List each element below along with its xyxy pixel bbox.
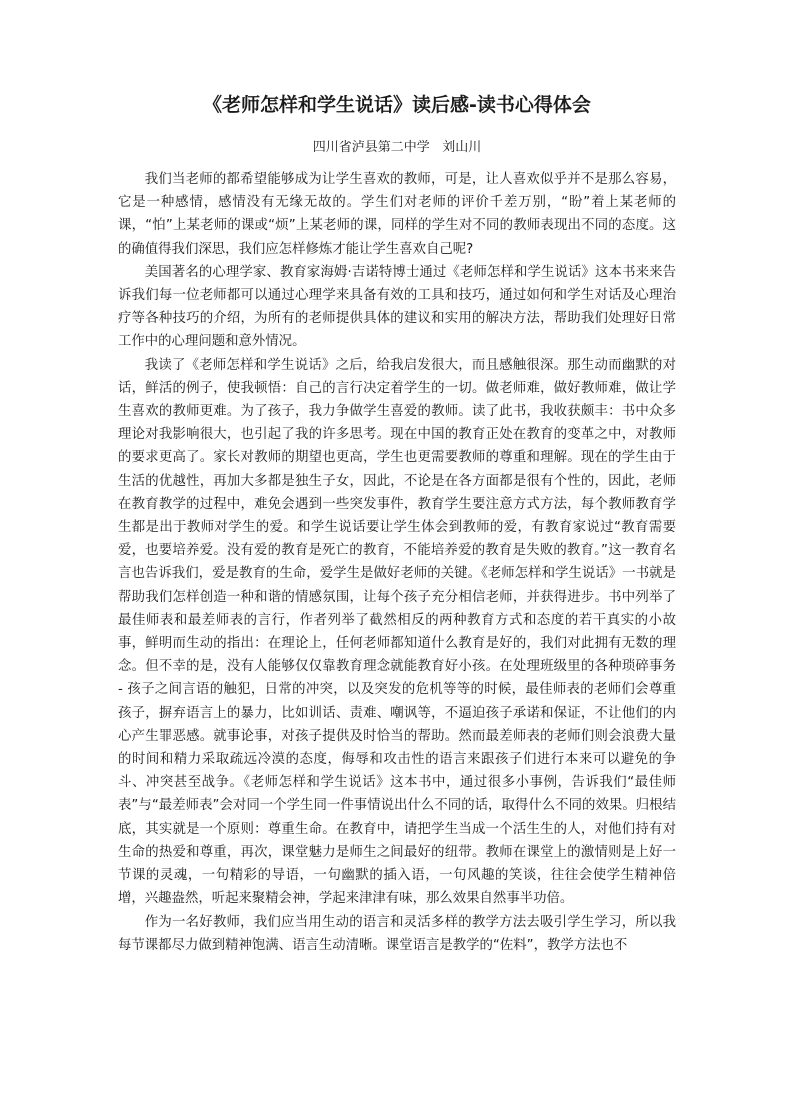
- paragraph-2: 美国著名的心理学家、教育家海姆·吉诺特博士通过《老师怎样和学生说话》这本书来来告诉我们每一位老师都可以通过心理学来具备有效的工具和技巧，通过如何和学生对话及心理治疗等各种技巧的介绍，为所有的老师提供具体的建议和实用的解决方法，帮助我们处理好日常工作中的心理问题和意外情况。: [118, 264, 676, 350]
- page-title: 《老师怎样和学生说话》读后感-读书心得体会: [203, 94, 591, 116]
- author-line: 四川省泸县第二中学 刘山川: [312, 140, 482, 155]
- paragraph-3: 我读了《老师怎样和学生说话》之后，给我启发很大，而且感触很深。那生动而幽默的对话，鲜活的例子，使我顿悟：自己的言行决定着学生的一切。做老师难，做好教师难，做让学生喜欢的教师更难。为了孩子，我力争做学生喜爱的教师。读了此书，我收获颇丰：书中众多理论对我影响很大，也引起了我的许多思考。现在中国的教育正处在教育的变革之中，对教师的要求更高了。家长对教师的期望也更高，学生也更需要教师的尊重和理解。现在的学生由于生活的优越性，再加大多都是独生子女，因此，不论是在各方面都是很有个性的，因此，老师在教育教学的过程中，难免会遇到一些突发事件，教育学生要注意方式方法，每个教师教育学生都是出于教师对学生的爱。和学生说话要让学生体会到教师的爱，有教育家说过“教育需要爱，也要培养爱。没有爱的教育是死亡的教育，不能培养爱的教育是失败的教育。”这一教育名言也告诉我们，爱是教育的生命，爱学生是做好老师的关键。《老师怎样和学生说话》一书就是帮助我们怎样创造一种和谐的情感氛围，让每个孩子充分相信老师，并获得进步。书中列举了最佳师表和最差师表的言行，作者列举了截然相反的两种教育方式和态度的若干真实的小故事，鲜明而生动的指出：在理论上，任何老师都知道什么教育是好的，我们对此拥有无数的理念。但不幸的是，没有人能够仅仅靠教育理念就能教育好小孩。在处理班级里的各种琐碎事务 - 孩子之间言语的触犯，日常的冲突，以及突发的危机等等的时候，最佳师表的老师们会尊重孩子，摒弃语言上的暴力，比如训话、责难、嘲讽等，不逼迫孩子承诺和保证，不让他们的内心产生罪恶感。就事论事，对孩子提供及时恰当的帮助。然而最差师表的老师们则会浪费大量的时间和精力采取疏远冷漠的态度，侮辱和攻击性的语言来跟孩子们进行本来可以避免的争斗、冲突甚至战争。《老师怎样和学生说话》这本书中，通过很多小事例，告诉我们“最佳师表”与“最差师表”会对同一个学生同一件事情说出什么不同的话，取得什么不同的效果。归根结底，其实就是一个原则：尊重生命。在教育中，请把学生当成一个活生生的人，对他们持有对生命的热爱和尊重，再次，课堂魅力是师生之间最好的纽带。教师在课堂上的激情则是上好一节课的灵魂，一句精彩的导语，一句幽默的插入语，一句风趣的笑谈，往往会使学生精神倍增，兴趣盎然，听起来聚精会神，学起来津津有味，那么效果自然事半功倍。: [118, 357, 676, 907]
- paragraph-4: 作为一名好教师，我们应当用生动的语言和灵活多样的教学方法去吸引学生学习，所以我每节课都尽力做到精神饱满、语言生动清晰。课堂语言是教学的“佐料”，教学方法也不: [118, 914, 676, 953]
- document-body: [118, 168, 676, 957]
- paragraph-1: 我们当老师的都希望能够成为让学生喜欢的教师，可是，让人喜欢似乎并不是那么容易，它是一种感情，感情没有无缘无故的。学生们对老师的评价千差万别，“盼”着上某老师的课，“怕”上某老师的课或“烦”上某老师的课，同样的学生对不同的教师表现出不同的态度。这的确值得我们深思，我们应怎样修炼才能让学生喜欢自己呢?: [118, 172, 676, 257]
